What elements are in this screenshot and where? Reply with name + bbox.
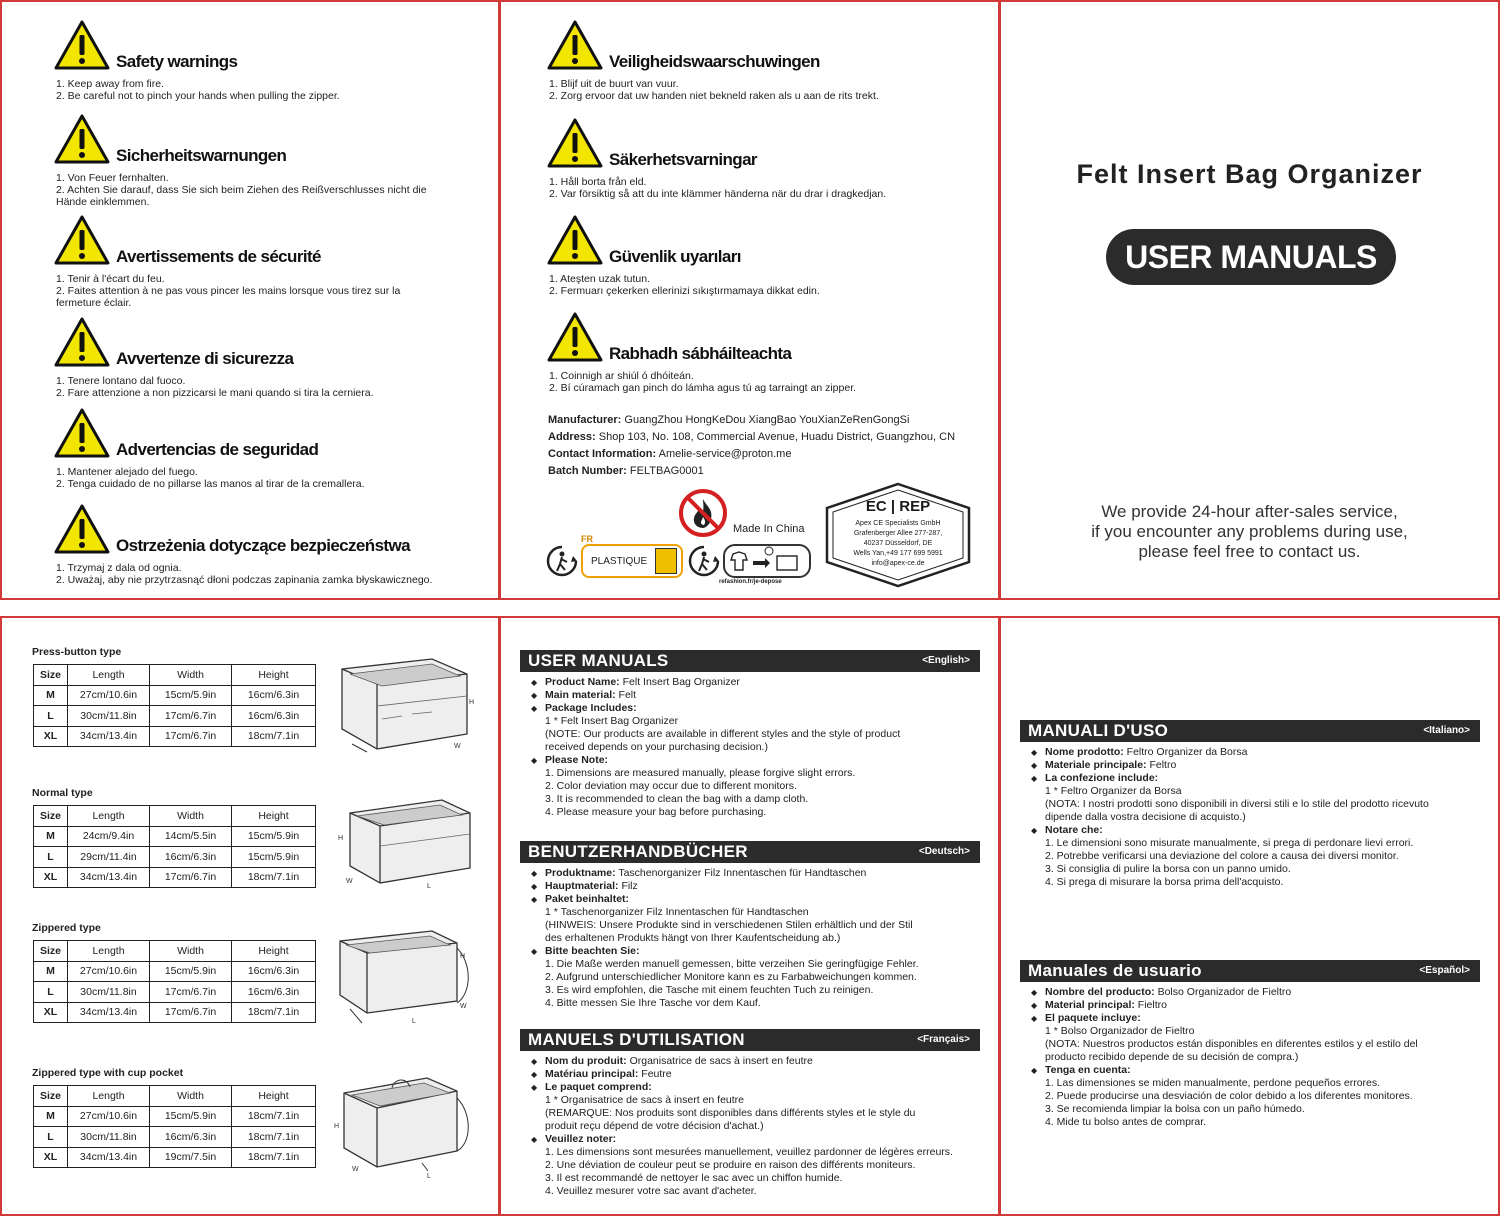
item-detail-line: 3. It is recommended to clean the bag with a damp cloth. (545, 793, 809, 805)
table-cell: 29cm/11.4in (68, 847, 150, 868)
warning-line: 2. Tenga cuidado de no pillarse las manos al tirar de la cremallera. (56, 478, 365, 490)
item-detail-line: 1 * Taschenorganizer Filz Innentaschen für Handtaschen (545, 906, 809, 918)
manual-body (529, 676, 900, 819)
manual-item (529, 1068, 953, 1081)
item-value: Feltro (1149, 759, 1177, 771)
manual-item (1029, 1064, 1418, 1077)
item-detail-line: (HINWEIS: Unsere Produkte sind in verschiedenen Stilen erhältlich und der Stil (545, 919, 913, 931)
manual-item (1029, 1012, 1418, 1025)
manufacturer-label: Manufacturer: (548, 414, 622, 426)
plastique-label: PLASTIQUE (591, 556, 648, 567)
warning-line: 2. Faites attention à ne pas vous pincer les mains lorsque vous tirez sur la fermeture éclair. (56, 285, 401, 309)
manual-header (1020, 720, 1480, 742)
table-row (34, 826, 316, 847)
item-value: Felt (618, 689, 637, 701)
table-cell: M (34, 1106, 68, 1127)
item-value: Fieltro (1137, 999, 1167, 1011)
item-label: Hauptmaterial: (545, 880, 619, 892)
table-header-row (34, 941, 316, 962)
warning-line: 1. Håll borta från eld. (549, 176, 647, 188)
table-cell: 16cm/6.3in (232, 706, 316, 727)
manual-item (1029, 746, 1429, 759)
table-cell: L (34, 847, 68, 868)
table-cell: 14cm/5.5in (150, 826, 232, 847)
table-cell: Size (34, 806, 68, 827)
language-label: <Français> (917, 1034, 970, 1045)
size-table (33, 1085, 316, 1168)
made-in-label: Made In China (733, 523, 805, 535)
manufacturer-info (548, 412, 955, 480)
item-detail-line: dipende dalla vostra decisione di acquisto.) (1045, 811, 1246, 823)
height-letter: H (334, 1123, 340, 1130)
item-value: Feltro Organizer da Borsa (1126, 746, 1248, 758)
length-letter: L (412, 1018, 416, 1025)
manual-item (529, 893, 919, 906)
table-header-row (34, 665, 316, 686)
item-label: Main material: (545, 689, 616, 701)
table-cell: 18cm/7.1in (232, 1127, 316, 1148)
size-table (33, 805, 316, 888)
table-cell: 17cm/6.7in (150, 1002, 232, 1023)
warning-title: Rabhadh sábháilteachta (609, 344, 792, 363)
item-label: Paket beinhaltet: (545, 893, 630, 905)
table-row (34, 1147, 316, 1168)
table-cell: 15cm/5.9in (150, 1106, 232, 1127)
table-cell: XL (34, 726, 68, 747)
warning-title: Avertissements de sécurité (116, 247, 321, 266)
warning-line: 2. Achten Sie darauf, dass Sie sich beim Ziehen des Reißverschlusses nicht die Hände einklemmen. (56, 184, 427, 208)
item-detail-line: 2. Color deviation may occur due to different monitors. (545, 780, 797, 792)
item-detail-line: 1. Die Maße werden manuell gemessen, bitte verzeihen Sie geringfügige Fehler. (545, 958, 919, 970)
table-cell: 16cm/6.3in (150, 847, 232, 868)
table-cell: 34cm/13.4in (68, 867, 150, 888)
manual-panel-1 (499, 616, 1000, 1216)
item-label: El paquete incluye: (1045, 1012, 1141, 1024)
warning-title: Advertencias de seguridad (116, 440, 319, 459)
table-row (34, 847, 316, 868)
warning-title: Veiligheidswaarschuwingen (609, 52, 820, 71)
ec-rep-text (823, 498, 973, 569)
height-letter: H (469, 699, 475, 706)
table-cell: 18cm/7.1in (232, 1002, 316, 1023)
table-cell: M (34, 685, 68, 706)
table-cell: 34cm/13.4in (68, 1002, 150, 1023)
item-label: Materiale principale: (1045, 759, 1147, 771)
item-detail-line: 1. Le dimensioni sono misurate manualmente, si prega di perdonare lievi errori. (1045, 837, 1414, 849)
item-label: Nom du produit: (545, 1055, 627, 1067)
height-letter: H (338, 835, 344, 842)
batch-label: Batch Number: (548, 465, 627, 477)
item-label: Bitte beachten Sie: (545, 945, 640, 957)
warning-icon (54, 20, 110, 70)
normal-bag-illustration (332, 788, 480, 906)
table-row (34, 726, 316, 747)
table-cell: 30cm/11.8in (68, 1127, 150, 1148)
item-label: Nombre del producto: (1045, 986, 1155, 998)
manual-item (1029, 772, 1429, 785)
table-row (34, 867, 316, 888)
manual-item (529, 689, 900, 702)
table-cell: Length (68, 806, 150, 827)
manual-title: USER MANUALS (528, 651, 669, 670)
item-detail-line: 2. Puede producirse una desviación de color debido a los diferentes monitores. (1045, 1090, 1413, 1102)
language-label: <Italiano> (1423, 725, 1470, 736)
item-detail-line: 1. Las dimensiones se miden manualmente, perdone pequeños errores. (1045, 1077, 1381, 1089)
rep-line: Grafenberger Allee 277-287, (853, 530, 943, 537)
language-label: <Deutsch> (918, 846, 970, 857)
warning-line: 1. Trzymaj z dala od ognia. (56, 562, 182, 574)
warning-icon (547, 312, 603, 362)
table-row (34, 961, 316, 982)
manual-title: Manuales de usuario (1028, 961, 1202, 980)
table-cell: 16cm/6.3in (232, 685, 316, 706)
item-detail-line: 2. Une déviation de couleur peut se produire en raison des différents moniteurs. (545, 1159, 916, 1171)
manual-body (1029, 986, 1418, 1129)
bin-icon (655, 548, 677, 574)
table-cell: Width (150, 1086, 232, 1107)
table-cell: M (34, 961, 68, 982)
item-label: Product Name: (545, 676, 620, 688)
manual-item (1029, 999, 1418, 1012)
item-detail-line: 2. Potrebbe verificarsi una deviazione del colore a causa dei diversi monitor. (1045, 850, 1399, 862)
table-cell: 27cm/10.6in (68, 961, 150, 982)
table-cell: Height (232, 1086, 316, 1107)
product-title: Felt Insert Bag Organizer (1076, 159, 1423, 189)
table-cell: 18cm/7.1in (232, 1147, 316, 1168)
manual-header (520, 650, 980, 672)
table-cell: 30cm/11.8in (68, 706, 150, 727)
warning-icon (54, 114, 110, 164)
width-letter: W (346, 878, 353, 885)
table-cell: L (34, 1127, 68, 1148)
table-cell: 15cm/5.9in (232, 847, 316, 868)
manual-header (520, 1029, 980, 1051)
batch-value: FELTBAG0001 (629, 465, 704, 477)
warning-icon (54, 317, 110, 367)
table-cell: 34cm/13.4in (68, 1147, 150, 1168)
item-detail-line: 4. Veuillez mesurer votre sac avant d'acheter. (545, 1185, 757, 1197)
warning-line: 1. Tenir à l'écart du feu. (56, 273, 165, 285)
item-detail-line: (REMARQUE: Nos produits sont disponibles dans différents styles et le style du (545, 1107, 916, 1119)
item-label: Le paquet comprend: (545, 1081, 652, 1093)
address-value: Shop 103, No. 108, Commercial Avenue, Huadu District, Guangzhou, CN (598, 431, 956, 443)
table-header-row (34, 1086, 316, 1107)
item-detail-line: 1. Les dimensions sont mesurées manuellement, veuillez pardonner de légères erreurs. (545, 1146, 953, 1158)
triman-icon (545, 544, 579, 578)
table-cell: 30cm/11.8in (68, 982, 150, 1003)
item-label: La confezione include: (1045, 772, 1159, 784)
warning-icon (547, 215, 603, 265)
item-value: Felt Insert Bag Organizer (622, 676, 740, 688)
item-label: Material principal: (1045, 999, 1135, 1011)
item-detail-line: 1. Dimensions are measured manually, please forgive slight errors. (545, 767, 856, 779)
table-cell: XL (34, 867, 68, 888)
table-cell: XL (34, 1002, 68, 1023)
warning-line: 2. Var försiktig så att du inte klämmer händerna när du drar i dragkedjan. (549, 188, 887, 200)
manual-body (1029, 746, 1429, 889)
manual-item (529, 754, 900, 767)
table-cell: Size (34, 1086, 68, 1107)
table-cell: 15cm/5.9in (150, 961, 232, 982)
manual-title: MANUELS D'UTILISATION (528, 1030, 745, 1049)
table-cell: 15cm/5.9in (232, 826, 316, 847)
warning-line: 2. Be careful not to pinch your hands when pulling the zipper. (56, 90, 340, 102)
table-cell: XL (34, 1147, 68, 1168)
warning-title: Ostrzeżenia dotyczące bezpieczeństwa (116, 536, 410, 555)
item-value: Feutre (641, 1068, 672, 1080)
cup-pocket-bag-illustration (332, 1063, 480, 1181)
table-cell: 16cm/6.3in (150, 1127, 232, 1148)
item-detail-line: 1 * Bolso Organizador de Fieltro (1045, 1025, 1195, 1037)
item-label: Please Note: (545, 754, 609, 766)
warning-title: Sicherheitswarnungen (116, 146, 287, 165)
warning-line: 2. Zorg ervoor dat uw handen niet bekneld raken als u aan de rits trekt. (549, 90, 879, 102)
table-cell: Length (68, 665, 150, 686)
warning-title: Säkerhetsvarningar (609, 150, 757, 169)
manual-item (1029, 986, 1418, 999)
safety-panel-2 (499, 0, 1000, 600)
table-cell: Height (232, 665, 316, 686)
item-detail-line: 1 * Organisatrice de sacs à insert en feutre (545, 1094, 745, 1106)
fr-label: FR (581, 534, 593, 544)
manual-body (529, 867, 919, 1010)
table-cell: Width (150, 806, 232, 827)
warning-line: 1. Blijf uit de buurt van vuur. (549, 78, 679, 90)
table-row (34, 706, 316, 727)
type-label: Zippered type (32, 922, 101, 934)
table-cell: Length (68, 941, 150, 962)
length-letter: L (427, 883, 431, 890)
item-detail-line: 3. Si consiglia di pulire la borsa con un panno umido. (1045, 863, 1291, 875)
textile-recycle-icon (725, 546, 809, 576)
address-label: Address: (548, 431, 596, 443)
item-label: Produktname: (545, 867, 616, 879)
item-detail-line: 1 * Felt Insert Bag Organizer (545, 715, 679, 727)
table-cell: Length (68, 1086, 150, 1107)
warning-title: Avvertenze di sicurezza (116, 349, 294, 368)
table-cell: 17cm/6.7in (150, 706, 232, 727)
warning-line: 1. Keep away from fire. (56, 78, 164, 90)
warning-line: 1. Tenere lontano dal fuoco. (56, 375, 186, 387)
item-detail-line: 2. Aufgrund unterschiedlicher Monitore kann es zu Farbabweichungen kommen. (545, 971, 917, 983)
item-label: Tenga en cuenta: (1045, 1064, 1131, 1076)
item-detail-line: 4. Please measure your bag before purchasing. (545, 806, 767, 818)
service-line: if you encounter any problems during use, (1091, 522, 1408, 541)
user-manuals-badge: USER MANUALS (1106, 229, 1396, 285)
size-panel (0, 616, 500, 1216)
item-detail-line: produit reçu dépend de votre décision d'achat.) (545, 1120, 764, 1132)
item-value: Organisatrice de sacs à insert en feutre (629, 1055, 813, 1067)
rep-line: info@apex-ce.de (871, 560, 925, 567)
table-cell: Height (232, 806, 316, 827)
table-cell: 15cm/5.9in (150, 685, 232, 706)
item-detail-line: 3. Es wird empfohlen, die Tasche mit einem feuchten Tuch zu reinigen. (545, 984, 874, 996)
warning-icon (54, 504, 110, 554)
warning-icon (547, 118, 603, 168)
width-letter: W (460, 1003, 467, 1010)
manufacturer-value: GuangZhou HongKeDou XiangBao YouXianZeRenGongSi (624, 414, 910, 426)
rep-line: Apex CE Specialists GmbH (855, 520, 941, 527)
item-detail-line: 3. Il est recommandé de nettoyer le sac avec un chiffon humide. (545, 1172, 843, 1184)
service-line: We provide 24-hour after-sales service, (1101, 502, 1398, 521)
warning-title: Safety warnings (116, 52, 238, 71)
size-table (33, 940, 316, 1023)
manual-item (529, 1133, 953, 1146)
manual-item (529, 1081, 953, 1094)
table-row (34, 1106, 316, 1127)
item-detail-line: (NOTE: Our products are available in different styles and the style of product (545, 728, 901, 740)
table-cell: 27cm/10.6in (68, 1106, 150, 1127)
service-line: please feel free to contact us. (1138, 542, 1361, 561)
warning-line: 1. Mantener alejado del fuego. (56, 466, 198, 478)
manual-item (1029, 759, 1429, 772)
manual-title: MANUALI D'USO (1028, 721, 1169, 740)
warning-line: 1. Von Feuer fernhalten. (56, 172, 169, 184)
manual-header (1020, 960, 1480, 982)
item-detail-line: (NOTA: Nuestros productos están disponibles en diferentes estilos y el estilo del (1045, 1038, 1418, 1050)
manual-title: BENUTZERHANDBÜCHER (528, 842, 748, 861)
manual-item (1029, 824, 1429, 837)
item-value: Taschenorganizer Filz Innentaschen für Handtaschen (618, 867, 867, 879)
warning-icon (54, 215, 110, 265)
ec-rep-title: EC | REP (865, 498, 931, 515)
refashion-link: refashion.fr/je-depose (719, 579, 782, 585)
item-detail-line: 3. Se recomienda limpiar la bolsa con un paño húmedo. (1045, 1103, 1305, 1115)
warning-line: 2. Uważaj, aby nie przytrzasnąć dłoni podczas zapinania zamka błyskawicznego. (56, 574, 433, 586)
table-cell: Width (150, 941, 232, 962)
warning-line: 2. Bí cúramach gan pinch do lámha agus tú ag tarraingt an zipper. (549, 382, 857, 394)
item-detail-line: 4. Mide tu bolso antes de comprar. (1045, 1116, 1207, 1128)
type-label: Zippered type with cup pocket (32, 1067, 184, 1079)
warning-line: 2. Fare attenzione a non pizzicarsi le mani quando si tira la cerniera. (56, 387, 374, 399)
table-row (34, 982, 316, 1003)
table-cell: 24cm/9.4in (68, 826, 150, 847)
table-row (34, 685, 316, 706)
table-cell: Height (232, 941, 316, 962)
item-value: Filz (621, 880, 638, 892)
contact-value[interactable]: Amelie-service@proton.me (658, 448, 792, 460)
table-cell: 18cm/7.1in (232, 1106, 316, 1127)
item-detail-line: des erhaltenen Produkts hängt von Ihrer Kaufentscheidung ab.) (545, 932, 841, 944)
triman-icon (687, 544, 721, 578)
manual-item (529, 676, 900, 689)
width-letter: W (454, 743, 461, 750)
table-cell: 27cm/10.6in (68, 685, 150, 706)
item-detail-line: producto recibido depende de su decisión de compra.) (1045, 1051, 1299, 1063)
manual-item (529, 945, 919, 958)
warning-title: Güvenlik uyarıları (609, 247, 741, 266)
item-value: Bolso Organizador de Fieltro (1157, 986, 1292, 998)
table-cell: L (34, 706, 68, 727)
item-label: Matériau principal: (545, 1068, 639, 1080)
length-letter: L (427, 1173, 431, 1180)
warning-icon (547, 20, 603, 70)
warning-line: 1. Ateşten uzak tutun. (549, 273, 650, 285)
item-detail-line: 4. Bitte messen Sie Ihre Tasche vor dem Kauf. (545, 997, 761, 1009)
cover-panel (999, 0, 1500, 600)
no-fire-icon (677, 487, 729, 539)
rep-line: 40237 Düsseldorf, DE (863, 540, 933, 547)
safety-panel-1 (0, 0, 500, 600)
item-detail-line: 1 * Feltro Organizer da Borsa (1045, 785, 1182, 797)
item-label: Veuillez noter: (545, 1133, 617, 1145)
language-label: <Español> (1419, 965, 1470, 976)
service-note (1001, 502, 1498, 562)
width-letter: W (352, 1166, 359, 1173)
table-cell: M (34, 826, 68, 847)
table-cell: 17cm/6.7in (150, 982, 232, 1003)
manual-body (529, 1055, 953, 1198)
table-header-row (34, 806, 316, 827)
table-cell: Size (34, 941, 68, 962)
textile-recycle-badge (723, 544, 811, 578)
item-label: Notare che: (1045, 824, 1103, 836)
table-cell: Size (34, 665, 68, 686)
manual-panel-2 (999, 616, 1500, 1216)
manual-item (529, 702, 900, 715)
table-cell: 34cm/13.4in (68, 726, 150, 747)
warning-line: 1. Coinnigh ar shiúl ó dhóiteán. (549, 370, 694, 382)
item-detail-line: 4. Si prega di misurare la borsa prima dell'acquisto. (1045, 876, 1284, 888)
item-detail-line: (NOTA: I nostri prodotti sono disponibili in diversi stili e lo stile del prodotto ricevuto (1045, 798, 1429, 810)
table-row (34, 1002, 316, 1023)
language-label: <English> (922, 655, 970, 666)
table-row (34, 1127, 316, 1148)
warning-icon (54, 408, 110, 458)
item-label: Package Includes: (545, 702, 637, 714)
table-cell: 18cm/7.1in (232, 867, 316, 888)
item-label: Nome prodotto: (1045, 746, 1124, 758)
zippered-bag-illustration (332, 923, 480, 1041)
warning-line: 2. Fermuarı çekerken ellerinizi sıkıştırmamaya dikkat edin. (549, 285, 820, 297)
manual-item (529, 880, 919, 893)
table-cell: 17cm/6.7in (150, 726, 232, 747)
table-cell: 16cm/6.3in (232, 982, 316, 1003)
press-button-bag-illustration (332, 644, 480, 762)
table-cell: 17cm/6.7in (150, 867, 232, 888)
table-cell: Width (150, 665, 232, 686)
contact-label: Contact Information: (548, 448, 657, 460)
manual-item (529, 1055, 953, 1068)
table-cell: L (34, 982, 68, 1003)
manual-item (529, 867, 919, 880)
table-cell: 18cm/7.1in (232, 726, 316, 747)
plastique-badge (581, 544, 683, 578)
height-letter: H (460, 953, 466, 960)
size-table (33, 664, 316, 747)
type-label: Normal type (32, 787, 93, 799)
manual-header (520, 841, 980, 863)
type-label: Press-button type (32, 646, 122, 658)
item-detail-line: received depends on your purchasing decision.) (545, 741, 768, 753)
table-cell: 16cm/6.3in (232, 961, 316, 982)
table-cell: 19cm/7.5in (150, 1147, 232, 1168)
rep-line: Wells Yan,+49 177 699 5991 (853, 550, 943, 557)
